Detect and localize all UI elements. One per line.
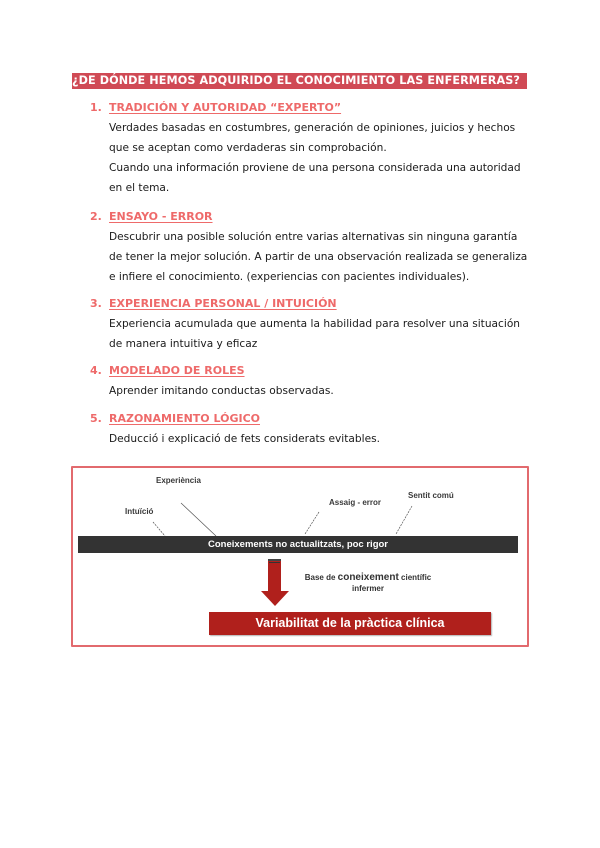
section-heading: RAZONAMIENTO LÓGICO <box>109 412 260 425</box>
down-arrow-icon <box>261 559 289 606</box>
body-line: Descubrir una posible solución entre varias alternativas sin ninguna garantía <box>109 231 518 243</box>
section-heading: TRADICIÓN Y AUTORIDAD “EXPERTO” <box>109 101 342 114</box>
body-line: Cuando una información proviene de una persona considerada una autoridad <box>109 162 521 174</box>
body-line: que se aceptan como verdaderas sin comprobación. <box>109 142 387 154</box>
clinical-variability-box: Variabilitat de la pràctica clínica <box>209 612 491 635</box>
section-body <box>109 118 540 198</box>
connector-intuicio <box>153 522 165 536</box>
nursing-science-base-text: Base de coneixement científic infermer <box>304 572 432 593</box>
section-number: 3. <box>90 297 102 310</box>
body-line: Experiencia acumulada que aumenta la habilidad para resolver una situación <box>109 318 521 330</box>
section-body <box>109 429 540 449</box>
body-line: de manera intuitiva y eficaz <box>109 338 258 350</box>
section-number: 5. <box>90 412 102 425</box>
section-number: 1. <box>90 101 102 114</box>
label-sentit-comu: Sentit comú <box>408 491 454 500</box>
connector-experiencia <box>181 503 216 536</box>
body-line: de tener la mejor solución. A partir de una observación realizada se generaliza <box>109 251 528 263</box>
knowledge-diagram <box>71 466 529 647</box>
body-line: Deducció i explicació de fets considerats evitables. <box>109 433 380 445</box>
connector-sentit <box>396 506 412 534</box>
connector-assaig <box>305 512 319 534</box>
section-heading: EXPERIENCIA PERSONAL / INTUICIÓN <box>109 297 337 310</box>
outdated-knowledge-bar: Coneixements no actualitzats, poc rigor <box>78 536 518 553</box>
section-2 <box>90 209 540 287</box>
section-number: 4. <box>90 364 102 377</box>
body-line: Aprender imitando conductas observadas. <box>109 385 334 397</box>
body-line: e infiere el conocimiento. (experiencias con pacientes individuales). <box>109 271 470 283</box>
page-title: ¿DE DÓNDE HEMOS ADQUIRIDO EL CONOCIMIENTO LAS ENFERMERAS? <box>72 73 527 89</box>
label-intuicio: Intuïció <box>125 507 154 516</box>
section-number: 2. <box>90 210 102 223</box>
section-5 <box>90 411 540 449</box>
body-line: Verdades basadas en costumbres, generación de opiniones, juicios y hechos <box>109 122 516 134</box>
section-4 <box>90 363 540 401</box>
section-body <box>109 381 540 401</box>
section-body <box>109 314 540 354</box>
section-1 <box>90 100 540 198</box>
section-body <box>109 227 540 287</box>
label-experiencia: Experiència <box>156 476 201 485</box>
label-assaig-error: Assaig - error <box>329 498 382 507</box>
section-heading: ENSAYO - ERROR <box>109 210 213 223</box>
body-line: en el tema. <box>109 182 170 194</box>
section-3 <box>90 296 540 354</box>
section-heading: MODELADO DE ROLES <box>109 364 245 377</box>
